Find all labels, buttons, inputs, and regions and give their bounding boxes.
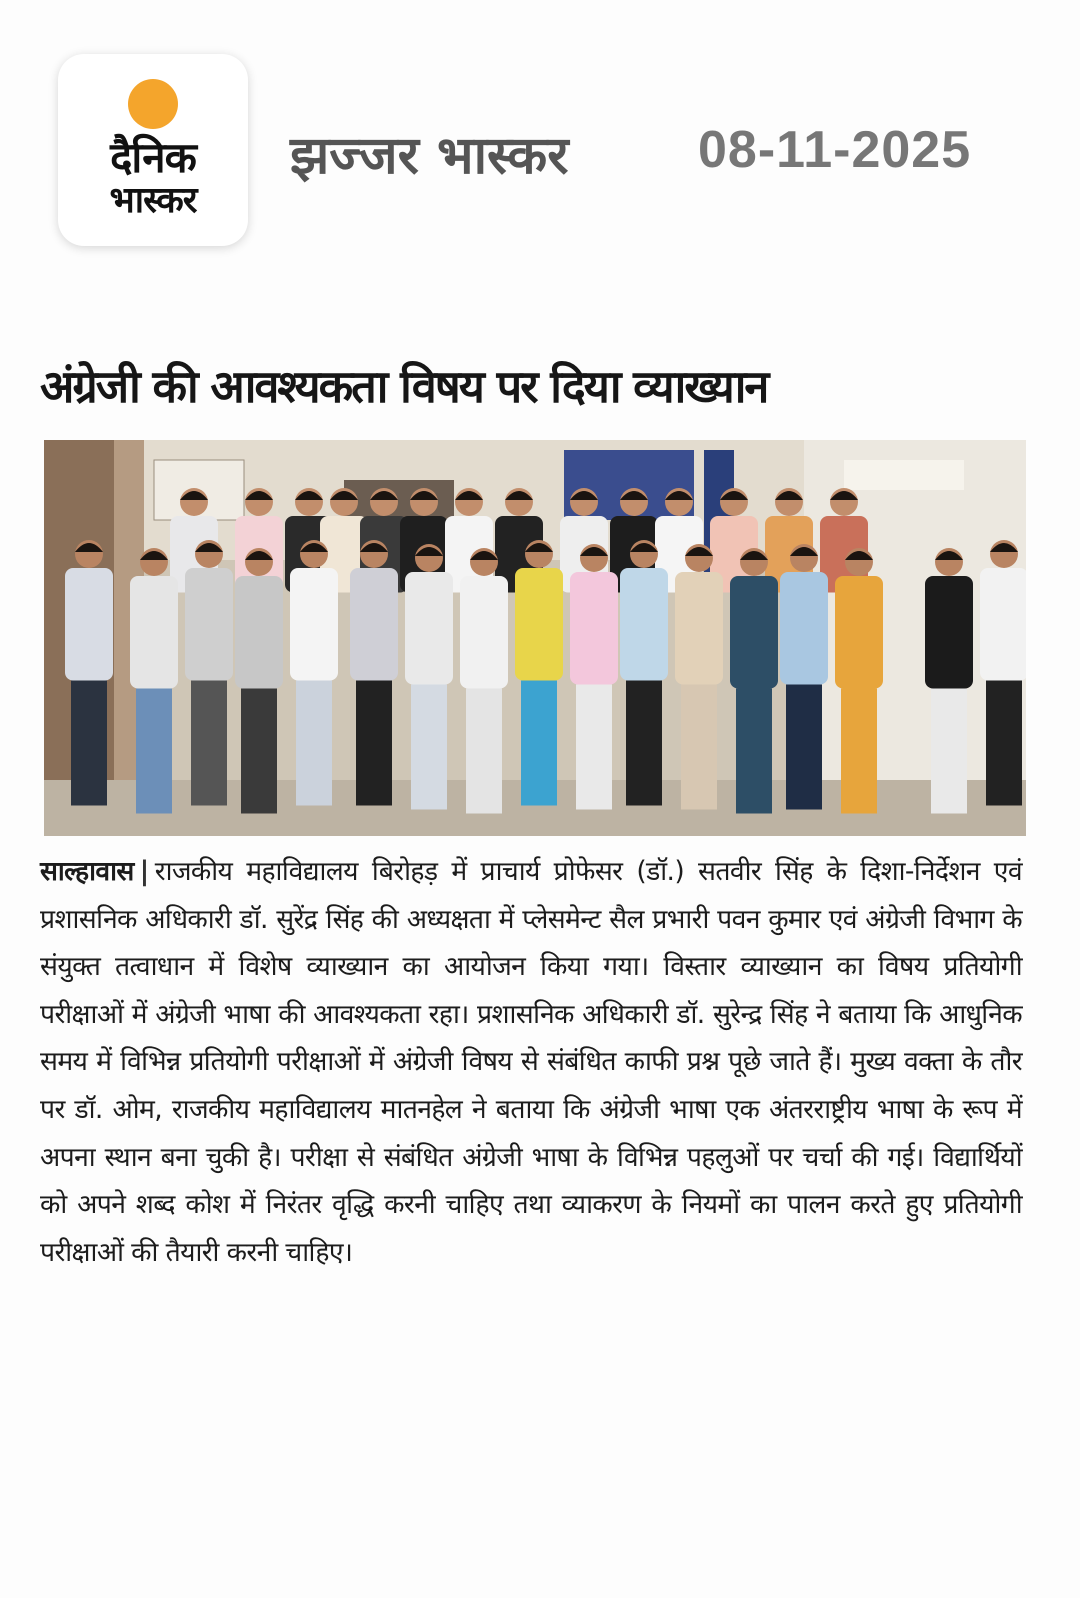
person-figure [235,548,283,814]
group-photo-illustration [44,440,1026,836]
article-body-text: राजकीय महाविद्यालय बिरोहड़ में प्राचार्य प्रोफेसर (डॉ.) सतवीर सिंह के दिशा-निर्देशन एवं प्रशासनिक अधिकारी डॉ. सुरेंद्र सिंह की अध्यक्षता में प्लेसमेन्ट सैल प्रभारी पवन कुमार एवं अंग्रेजी विभाग के संयुक्त तत्वाधान में विशेष व्याख्यान का आयोजन किया गया। विस्तार व्याख्यान का विषय प्रतियोगी परीक्षाओं में अंग्रेजी भाषा की आवश्यकता रहा। प्रशासनिक अधिकारी डॉ. सुरेन्द्र सिंह ने बताया कि आधुनिक समय में विभिन्न प्रतियोगी परीक्षाओं में अंग्रेजी विषय से संबंधित काफी प्रश्न पूछे जाते हैं। मुख्य वक्ता के तौर पर डॉ. ओम, राजकीय महाविद्यालय मातनहेल ने बताया कि अंग्रेजी भाषा एक अंतरराष्ट्रीय भाषा के रूप में अपना स्थान बना चुकी है। परीक्षा से संबंधित अंग्रेजी भाषा के विभिन्न पहलुओं पर चर्चा की गई। विद्यार्थियों को अपने शब्द कोश में निरंतर वृद्धि करनी चाहिए तथा व्याकरण के नियमों का पालन करते हुए प्रतियोगी परीक्षाओं की तैयारी करनी चाहिए। [40,856,1022,1268]
person-figure [730,548,778,814]
logo-text-line2: भास्कर [109,180,197,221]
person-figure [350,540,398,806]
person-figure [405,544,453,810]
person-figure [185,540,233,806]
dainik-bhaskar-logo [58,54,248,246]
person-figure [290,540,338,806]
person-figure [65,540,113,806]
group-photo [44,440,1026,836]
logo-text-line1: दैनिक [110,133,196,182]
edition-name: झज्जर भास्कर [290,126,569,186]
person-figure [675,544,723,810]
logo-sun-icon [128,79,178,129]
person-figure [925,548,973,814]
person-figure [780,544,828,810]
person-figure [460,548,508,814]
article-headline: अंग्रेजी की आवश्यकता विषय पर दिया व्याख्यान [40,360,768,413]
dateline: साल्हावास [40,856,134,887]
person-figure [130,548,178,814]
person-figure [980,540,1026,806]
person-figure [620,540,668,806]
publication-date: 08-11-2025 [698,121,972,179]
person-figure [570,544,618,810]
person-figure [835,548,883,814]
article-body [40,848,1022,1276]
person-figure [515,540,563,806]
dateline-separator: | [139,856,149,887]
